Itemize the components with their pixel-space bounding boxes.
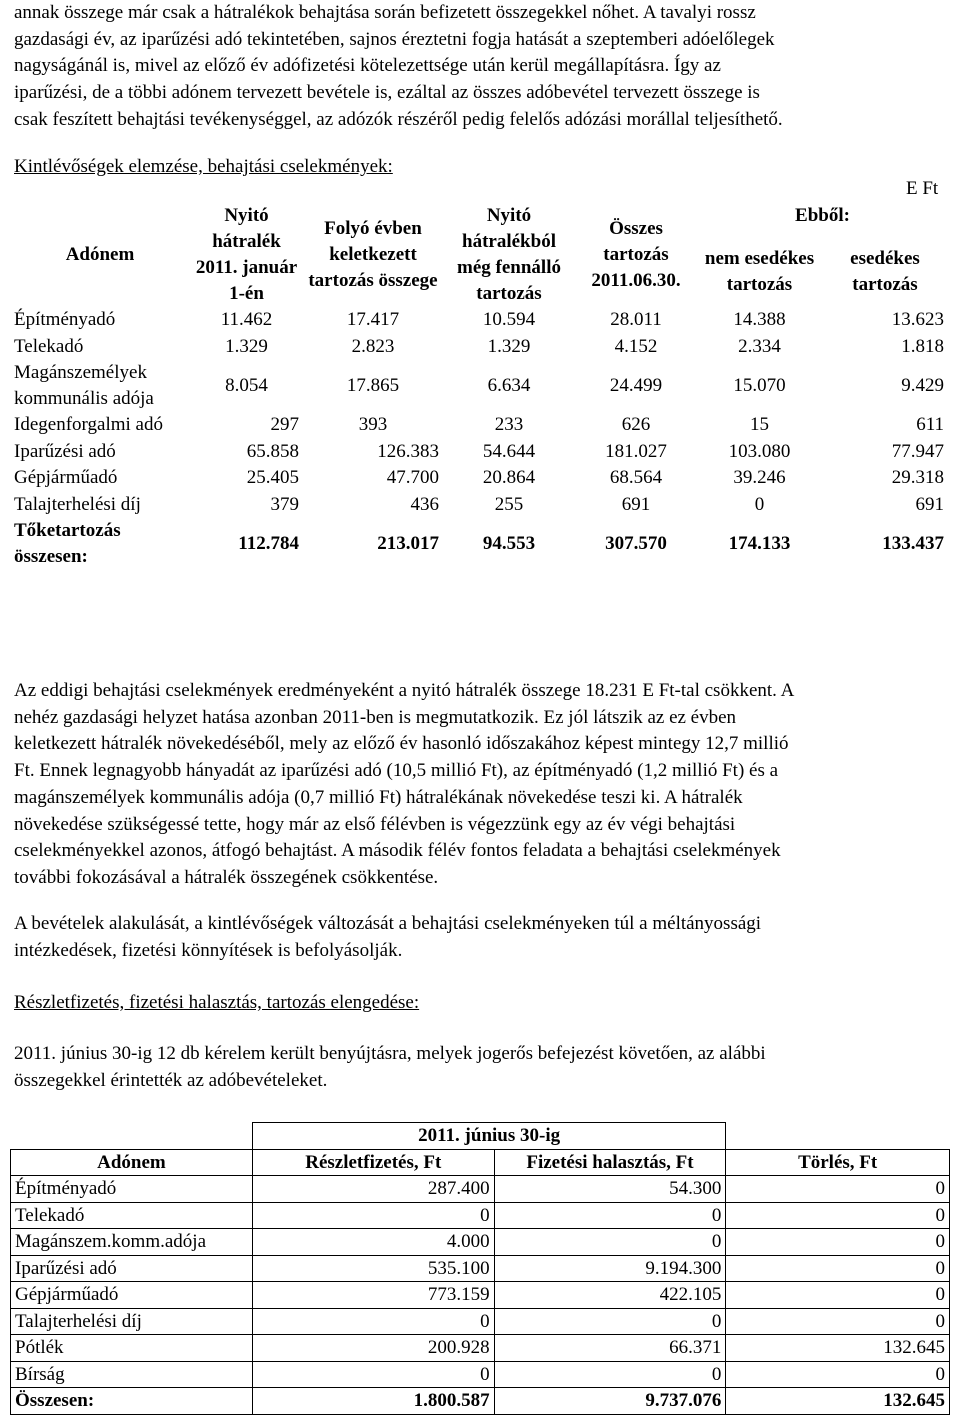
cell-osszes: 181.027 [605, 440, 667, 462]
section-heading-installments: Részletfizetés, fizetési halasztás, tartozás elengedése: [14, 992, 420, 1013]
table-row [11, 1202, 950, 1229]
cell-torles: 132.645 [726, 1335, 950, 1362]
row-name: Talajterhelési díj [14, 493, 141, 515]
header-adonem: Adónem [65, 244, 135, 265]
cell-torles: 0 [726, 1361, 950, 1388]
cell-fennallo: 20.864 [482, 467, 536, 488]
cell-fennallo: 54.644 [482, 440, 536, 462]
cell-osszes: 4.152 [614, 335, 658, 357]
cell-folyo: 2.823 [351, 335, 395, 357]
cell-reszlet: 0 [252, 1361, 494, 1388]
cell-osszes: 24.499 [609, 374, 663, 396]
header-adonem: Adónem [11, 1149, 253, 1176]
cell-halasztas: 0 [494, 1202, 726, 1229]
text-line: gazdasági év, az iparűzési adó tekintetében, sajnos éreztetni fogja hatását a szeptemberi adóelőlegek [14, 28, 775, 50]
cell-halasztas: 422.105 [494, 1282, 726, 1309]
cell-torles: 0 [726, 1282, 950, 1309]
table-row [11, 1282, 950, 1309]
cell-esedekes: 29.318 [891, 467, 944, 488]
cell-halasztas: 0 [494, 1229, 726, 1256]
row-name: Telekadó [11, 1202, 253, 1229]
total-label: Összesen: [11, 1388, 253, 1415]
cell-esedekes: 1.818 [901, 335, 944, 357]
total-osszes: 307.570 [605, 532, 667, 554]
header-folyo: Folyó évben keletkezett tartozás összege [308, 218, 438, 291]
title-spacer [11, 1123, 253, 1150]
header-halasztas: Fizetési halasztás, Ft [494, 1149, 726, 1176]
cell-esedekes: 9.429 [901, 374, 944, 396]
cell-fennallo: 10.594 [482, 309, 536, 330]
header-osszes: Összes tartozás 2011.06.30. [591, 218, 681, 291]
cell-folyo: 47.700 [386, 467, 439, 488]
text-line: cselekményekkel azonos, átfogó behajtást. A második félév fontos feladata a behajtási cselekmények [14, 840, 781, 862]
table-row [11, 1361, 950, 1388]
row-name: Telekadó [14, 335, 84, 357]
table-row [10, 465, 948, 492]
cell-reszlet: 200.928 [252, 1335, 494, 1362]
cell-nyito: 1.329 [225, 335, 268, 357]
cell-halasztas: 66.371 [494, 1335, 726, 1362]
cell-fennallo: 233 [494, 414, 524, 435]
cell-reszlet: 0 [252, 1202, 494, 1229]
total-esedekes: 133.437 [882, 532, 944, 554]
cell-osszes: 626 [621, 414, 651, 435]
cell-torles: 0 [726, 1308, 950, 1335]
cell-folyo: 17.417 [346, 309, 400, 330]
cell-nem-esedekes: 15 [750, 414, 769, 435]
text-line: 2011. június 30-ig 12 db kérelem került benyújtásra, melyek jogerős befejezést követően, az alábbi [14, 1043, 766, 1064]
table-header-row [11, 1149, 950, 1176]
cell-torles: 0 [726, 1229, 950, 1256]
table-row [10, 334, 948, 361]
row-name: Építményadó [14, 309, 116, 330]
row-name: Bírság [11, 1361, 253, 1388]
cell-reszlet: 287.400 [252, 1176, 494, 1203]
total-folyo: 213.017 [377, 532, 439, 554]
row-name: Magánszem.komm.adója [11, 1229, 253, 1256]
row-name: Pótlék [11, 1335, 253, 1362]
cell-nem-esedekes: 103.080 [728, 440, 791, 462]
text-line: csak feszített behajtási tevékenységgel, az adózók részéről pedig felelős adózási morállal teljesíthető. [14, 108, 783, 130]
text-line: intézkedések, fizetési könnyítések is befolyásolják. [14, 939, 403, 961]
row-name: Iparűzési adó [14, 440, 116, 462]
cell-fennallo: 1.329 [487, 335, 531, 357]
row-name: Idegenforgalmi adó [14, 414, 163, 436]
cell-esedekes: 691 [915, 493, 944, 515]
text-line: további fokozásával a hátralék összegének csökkentése. [14, 866, 439, 888]
cell-nem-esedekes: 0 [754, 493, 765, 515]
total-nem-esedekes: 174.133 [728, 532, 791, 554]
table-row [10, 439, 948, 466]
total-halasztas: 9.737.076 [494, 1388, 726, 1415]
cell-fennallo: 6.634 [487, 374, 531, 396]
text-line: iparűzési, de a többi adónem tervezett bevétele is, ezáltal az összes adóbevétel tervezett összege is [14, 82, 760, 104]
cell-torles: 0 [726, 1255, 950, 1282]
text-line: A bevételek alakulását, a kintlévőségek változását a behajtási cselekményeken túl a méltányossági [14, 913, 762, 934]
title-spacer [726, 1123, 950, 1150]
cell-torles: 0 [726, 1202, 950, 1229]
text-line: keletkezett hátralék növekedéséből, mely az előző év hasonló időszakához képest mintegy 12,7 millió [14, 733, 789, 755]
row-name: Gépjárműadó [14, 467, 118, 488]
header-fennallo: Nyitó hátralékból még fennálló tartozás [457, 205, 561, 304]
cell-fennallo: 255 [494, 493, 524, 515]
cell-nem-esedekes: 2.334 [738, 335, 781, 357]
cell-reszlet: 773.159 [252, 1282, 494, 1309]
results-paragraph [14, 678, 944, 892]
header-nyito: Nyitó hátralék 2011. január 1-én [195, 205, 298, 304]
row-name: Gépjárműadó [11, 1282, 253, 1309]
text-line: nagyságánál is, mivel az előző év adófizetési kötelezettsége után kerül megállapításra. Így az [14, 55, 721, 77]
cell-osszes: 28.011 [610, 309, 662, 330]
table-row [10, 412, 948, 439]
table-title: 2011. június 30-ig [252, 1123, 725, 1150]
row-name: Iparűzési adó [11, 1255, 253, 1282]
total-nyito: 112.784 [238, 532, 299, 554]
table-row [10, 307, 948, 334]
cell-nyito: 379 [270, 493, 299, 515]
installments-table [10, 1122, 950, 1415]
cell-nem-esedekes: 15.070 [733, 374, 786, 396]
unit-label: E Ft [906, 178, 939, 199]
total-torles: 132.645 [726, 1388, 950, 1415]
cell-osszes: 68.564 [609, 467, 663, 488]
cell-nyito: 25.405 [246, 467, 299, 488]
text-line: Az eddigi behajtási cselekmények eredményeként a nyitó hátralék összege 18.231 E Ft-tal csökkent. A [14, 680, 795, 701]
cell-esedekes: 13.623 [891, 309, 944, 330]
text-line: magánszemélyek kommunális adója (0,7 millió Ft) hátralékának növekedése teszi ki. A hátralék [14, 786, 743, 808]
cell-esedekes: 77.947 [891, 440, 944, 462]
cell-nyito: 65.858 [246, 440, 299, 462]
table-row [11, 1308, 950, 1335]
cell-nem-esedekes: 39.246 [733, 467, 786, 488]
header-esedekes: esedékes tartozás [850, 248, 920, 296]
cell-nem-esedekes: 14.388 [733, 309, 786, 330]
table-row [11, 1255, 950, 1282]
cell-reszlet: 535.100 [252, 1255, 494, 1282]
cell-osszes: 691 [621, 493, 651, 515]
row-name: Magánszemélyek kommunális adója [14, 362, 154, 409]
cell-esedekes: 611 [916, 414, 944, 435]
cell-folyo: 436 [410, 493, 439, 515]
header-nem-esedekes: nem esedékes tartozás [704, 248, 815, 296]
text-line: nehéz gazdasági helyzet hatása azonban 2011-ben is megmutatkozik. Ez jól látszik az ez évben [14, 706, 737, 728]
cell-folyo: 393 [358, 414, 388, 435]
intro-paragraph [14, 0, 944, 134]
cell-reszlet: 0 [252, 1308, 494, 1335]
table-total-row [11, 1388, 950, 1415]
total-reszlet: 1.800.587 [252, 1388, 494, 1415]
table-title-row [11, 1123, 950, 1150]
cell-folyo: 17.865 [346, 374, 400, 396]
receivables-table [10, 203, 948, 570]
cell-nyito: 297 [270, 414, 299, 435]
cell-reszlet: 4.000 [252, 1229, 494, 1256]
table-row [11, 1229, 950, 1256]
row-name: Építményadó [11, 1176, 253, 1203]
table-row [10, 360, 948, 412]
cell-folyo: 126.383 [377, 440, 439, 462]
cell-halasztas: 0 [494, 1308, 726, 1335]
header-ebbol: Ebből: [795, 205, 850, 226]
header-torles: Törlés, Ft [726, 1149, 950, 1176]
table-header-row [10, 203, 948, 238]
cell-halasztas: 9.194.300 [494, 1255, 726, 1282]
text-line: növekedése szükségessé tette, hogy már az első félévben is végezzünk egy az év végi behajtási [14, 813, 736, 835]
cell-halasztas: 0 [494, 1361, 726, 1388]
table-row [11, 1176, 950, 1203]
cell-nyito: 11.462 [220, 309, 273, 330]
table-total-row [10, 518, 948, 570]
text-line: annak összege már csak a hátralékok behajtása során befizetett összegekkel nőhet. A tavalyi rossz [14, 2, 756, 23]
revenue-paragraph [14, 911, 944, 964]
total-fennallo: 94.553 [482, 532, 536, 554]
table-row [11, 1335, 950, 1362]
row-name: Talajterhelési díj [11, 1308, 253, 1335]
cell-halasztas: 54.300 [494, 1176, 726, 1203]
total-label: Tőketartozás összesen: [14, 520, 121, 567]
header-reszlet: Részletfizetés, Ft [252, 1149, 494, 1176]
text-line: Ft. Ennek legnagyobb hányadát az iparűzési adó (10,5 millió Ft), az építményadó (1,2 millió Ft) és a [14, 760, 779, 782]
text-line: összegekkel érintették az adóbevételeket. [14, 1069, 328, 1091]
section-heading-receivables: Kintlévőségek elemzése, behajtási cselekmények: [14, 156, 393, 177]
table-row [10, 492, 948, 519]
requests-paragraph [14, 1041, 944, 1094]
cell-nyito: 8.054 [225, 374, 268, 396]
cell-torles: 0 [726, 1176, 950, 1203]
